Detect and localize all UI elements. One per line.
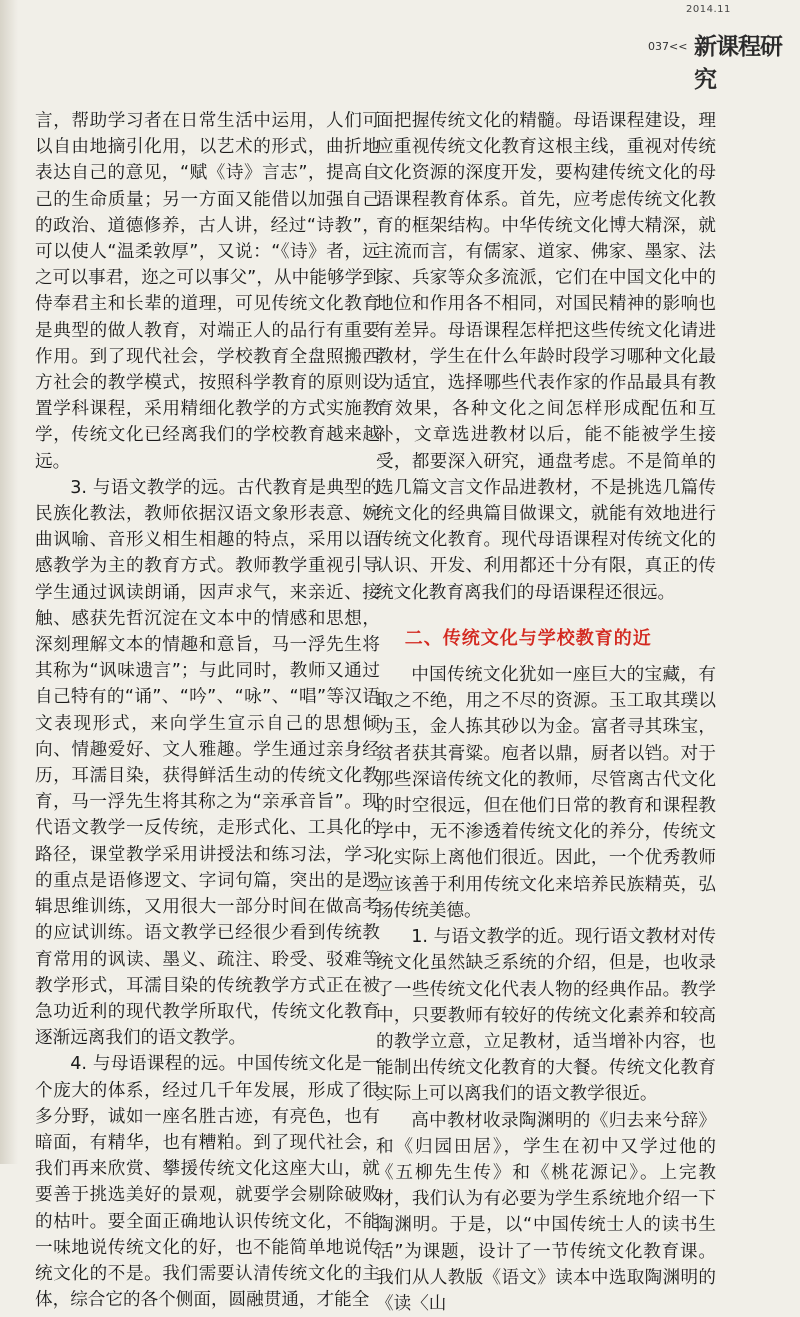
left-column <box>35 108 380 1313</box>
paragraph: 4. 与母语课程的远。中国传统文化是一个庞大的体系，经过几千年发展，形成了很多分野，诚如一座名胜古迹，有亮色，也有暗面，有精华，也有糟粕。到了现代社会，我们再来欣赏、攀援传统文化这座大山，就要善于挑选美好的景观，就要学会剔除破败的枯叶。要全面正确地认识传统文化，不能一味地说传统文化的好，也不能简单地说传统文化的不是。我们需要认清传统文化的主体，综合它的各个侧面，圆融贯通，才能全 <box>35 1054 380 1311</box>
issue-date: 2014.11 <box>686 4 731 15</box>
section-heading: 二、传统文化与学校教育的近 <box>404 627 652 649</box>
journal-title: 新课程研究 <box>694 34 782 93</box>
binding-shadow <box>0 0 18 1164</box>
paragraph-continuation: 面把握传统文化的精髓。母语课程建设，理应重视传统文化教育这根主线，重视对传统文化资源的深度开发，要构建传统文化的母语课程教育体系。首先，应考虑传统文化教育的框架结构。中华传统文化博大精深，就主流而言，有儒家、道家、佛家、墨家、法家、兵家等众多流派，它们在中国文化中的地位和作用各不相同，对国民精神的影响也有差异。母语课程怎样把这些传统文化请进教材，学生在什么年龄时段学习哪种文化最为适宜，选择哪些代表作家的作品最具有教育效果，各种文化之间怎样形成配伍和互补，文章选进教材以后，能不能被学生接受，都要深入研究，通盘考虑。不是简单的选几篇文言文作品进教材，不是挑选几篇传统文化的经典篇目做课文，就能有效地进行传统文化教育。现代母语课程对传统文化的认识、开发、利用都还十分有限，真正的传统文化教育离我们的母语课程还很远。 <box>376 111 716 603</box>
paragraph: 高中教材收录陶渊明的《归去来兮辞》和《归园田居》，学生在初中又学过他的《五柳先生传》和《桃花源记》。上完教材，我们认为有必要为学生系统地介绍一下陶渊明。于是，以“中国传统士人的读书生活”为课题，设计了一节传统文化教育课。我们从人教版《语文》读本中选取陶渊明的《读〈山 <box>376 1110 716 1314</box>
paragraph-continuation: 言，帮助学习者在日常生活中运用，人们可以自由地摘引化用，以艺术的形式，曲折地表达自己的意见，“赋《诗》言志”，提高自己的生命质量；另一方面又能借以加强自己的政治、道德修养，古人讲，经过“诗教”，可以使人“温柔敦厚”，又说：“《诗》者，远之可以事君，迩之可以事父”，从中能够学到侍奉君主和长辈的道理，可见传统文化教育是典型的做人教育，对端正人的品行有重要作用。到了现代社会，学校教育全盘照搬西方社会的教学模式，按照科学教育的原则设置学科课程，采用精细化教学的方式实施教学，传统文化已经离我们的学校教育越来越远。 <box>35 111 380 472</box>
paragraph: 1. 与语文教学的近。现行语文教材对传统文化虽然缺乏系统的介绍，但是，也收录了一些传统文化代表人物的经典作品。教学中，只要教师有较好的传统文化素养和较高的教学立意，立足教材，适当增补内容，也能制出传统文化教育的大餐。传统文化教育实际上可以离我们的语文教学很近。 <box>376 927 716 1105</box>
right-column <box>376 108 716 1317</box>
paragraph: 3. 与语文教学的远。古代教育是典型的民族化教法，教师依据汉语文象形表意、婉曲讽喻、音形义相生相趣的特点，采用以语感教学为主的教育方式。教师教学重视引导学生通过讽读朗诵，因声求气，来亲近、接触、感获先哲沉淀在文本中的情感和思想，深刻理解文本的情趣和意旨，马一浮先生将其称为“讽味遗言”；与此同时，教师又通过自己特有的“诵”、“吟”、“咏”、“唱”等汉语文表现形式，来向学生宣示自己的思想倾向、情趣爱好、文人雅趣。学生通过亲身经历，耳濡目染，获得鲜活生动的传统文化教育，马一浮先生将其称之为“亲承音旨”。现代语文教学一反传统，走形式化、工具化的路径，课堂教学采用讲授法和练习法，学习的重点是语修逻文、字词句篇，突出的是逻辑思维训练，又用很大一部分时间在做高考的应试训练。语文教学已经很少看到传统教育常用的讽读、墨义、疏注、聆受、驳难等教学形式，耳濡目染的传统教学方式正在被急功近利的现代教学所取代，传统文化教育逐渐远离我们的语文教学。 <box>35 477 380 1049</box>
paragraph: 中国传统文化犹如一座巨大的宝藏，有取之不绝，用之不尽的资源。玉工取其璞以为玉，金人拣其砂以为金。富者寻其珠宝，贫者获其膏粱。庖者以鼎，厨者以铛。对于那些深谙传统文化的教师，尽管离古代文化的时空很远，但在他们日常的教育和课程教学中，无不渗透着传统文化的养分，传统文化实际上离他们很近。因此，一个优秀教师应该善于利用传统文化来培养民族精英，弘扬传统美德。 <box>376 665 716 921</box>
page-number: 037<< <box>648 40 688 53</box>
